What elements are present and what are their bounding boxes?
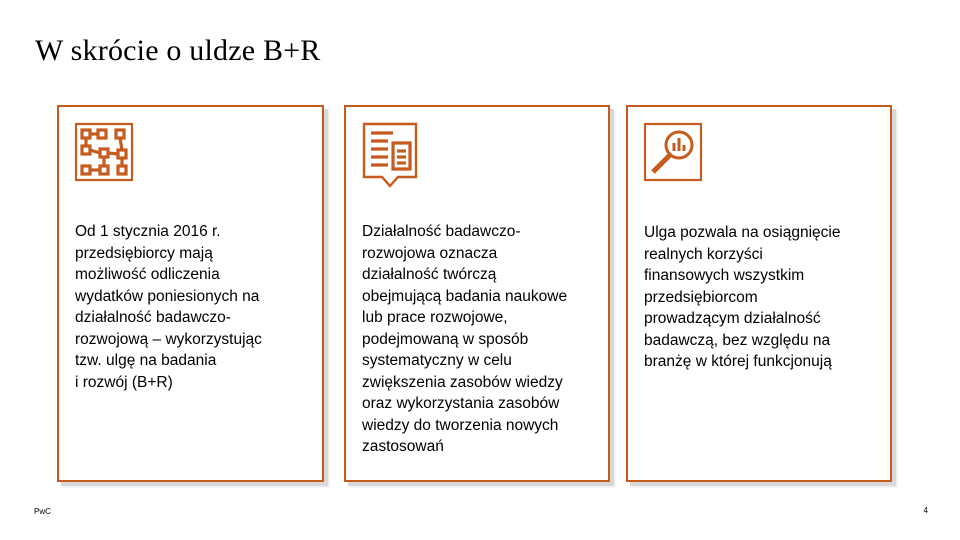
info-card-benefits bbox=[626, 105, 892, 482]
card-text: Ulga pozwala na osiągnięcie realnych korzyści finansowych wszystkim przedsiębiorcom prowadzącym działalność badawczą, bez względu na branżę w której funkcjonują bbox=[644, 224, 841, 370]
document-notes-icon bbox=[360, 121, 422, 183]
info-card-ulga-intro bbox=[57, 105, 324, 482]
card-text: Działalność badawczo- rozwojowa oznacza działalność twórczą obejmującą badania naukowe lub prace rozwojowe, podejmowaną w sposób systematyczny w celu zwiększenia zasobów wiedzy oraz wykorzystania zasobów wiedzy do tworzenia nowych zastosowań bbox=[362, 223, 568, 455]
network-diagram-icon bbox=[73, 121, 135, 183]
card-text: Od 1 stycznia 2016 r. przedsiębiorcy mają możliwość odliczenia wydatków poniesionych na działalność badawczo- rozwojową – wykorzystując tzw. ulgę na badania i rozwój (B+R) bbox=[75, 223, 262, 391]
page-number: 4 bbox=[923, 506, 928, 515]
slide-title: W skrócie o uldze B+R bbox=[35, 34, 321, 67]
info-card-definition bbox=[344, 105, 610, 482]
brand-footer: PwC bbox=[34, 507, 51, 516]
magnifier-chart-icon bbox=[642, 121, 704, 183]
